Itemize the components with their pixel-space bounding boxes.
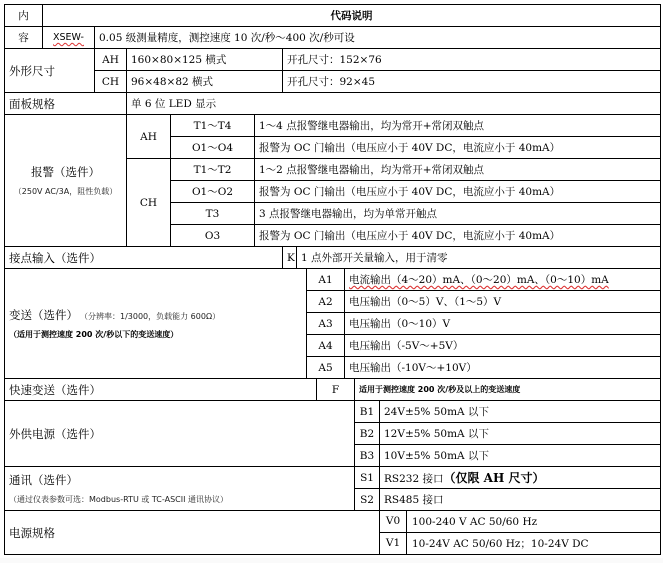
fast-desc: 适用于测控速度 200 次/秒及以上的变送速度 [355,379,661,401]
comm-desc: RS485 接口 [380,489,661,511]
power-code: V0 [380,511,407,532]
comm-code: S1 [355,467,380,489]
transmit-label-sub: （分辨率：1/3000，负载能力 600Ω） [84,312,221,321]
table-title: 代码说明 [43,5,661,27]
alarm-group-code: AH [127,115,171,159]
dimension-code: AH [95,49,127,71]
transmit-code: A4 [307,335,345,357]
alarm-code: O1～O2 [171,181,255,203]
alarm-label: 报警（选件） [31,165,100,179]
contact-label: 接点输入（选件） [5,247,283,269]
spec-table [4,4,661,555]
transmit-code: A3 [307,313,345,335]
transmit-code: A2 [307,291,345,313]
alarm-code: T3 [171,203,255,225]
comm-code: S2 [355,489,380,511]
supply-desc: 24V±5% 50mA 以下 [380,401,661,423]
power-desc: 100-240 V AC 50/60 Hz [412,515,538,528]
transmit-desc: 电压输出（-5V～+5V） [345,335,661,357]
transmit-row [5,269,661,291]
supply-row [5,401,661,423]
power-label: 电源规格 [5,511,380,555]
transmit-desc: 电压输出（0～5）V、（1～5）V [345,291,661,313]
supply-label: 外供电源（选件） [5,401,355,467]
dimension-cutout: 开孔尺寸：152×76 [283,49,661,71]
comm-sub: （通过仪表参数可选：Modbus-RTU 或 TC-ASCII 通讯协议） [9,495,228,504]
dimensions-row-ch [5,71,661,93]
alarm-desc: 报警为 OC 门输出（电压应小于 40V DC，电流应小于 40mA） [255,225,661,247]
contact-code: K [283,247,297,269]
fast-code: F [317,379,355,401]
dimension-size: 96×48×82 横式 [127,71,283,93]
header-row [5,5,661,27]
alarm-desc: 报警为 OC 门输出（电压应小于 40V DC，电流应小于 40mA） [255,181,661,203]
alarm-label-cell [5,115,127,247]
panel-value: 单 6 位 LED 显示 [127,93,661,115]
header-cell-bottom: 容 [5,27,43,49]
page-bottom-edge [0,558,663,563]
transmit-desc: 电流输出（4～20）mA、（0～20）mA、（0～10）mA [349,274,609,286]
alarm-code: T1～T4 [171,115,255,137]
fast-label: 快速变送（选件） [5,379,317,401]
transmit-note: （适用于测控速度 200 次/秒以下的变送速度） [9,330,179,339]
supply-desc: 10V±5% 50mA 以下 [380,445,661,467]
model-row [5,27,661,49]
transmit-desc: 电压输出（0～10）V [345,313,661,335]
transmit-desc: 电压输出（-10V～+10V） [345,357,661,379]
comm-extra: （仅限 AH 尺寸） [443,471,545,485]
alarm-code: T1～T2 [171,159,255,181]
alarm-desc: 3 点报警继电器输出，均为单常开触点 [255,203,661,225]
transmit-code: A1 [307,269,345,291]
header-cell-top: 内 [5,5,43,27]
supply-code: B1 [355,401,380,423]
model-description: 0.05 级测量精度，测控速度 10 次/秒～400 次/秒可设 [95,27,661,49]
transmit-label-cell [5,269,307,379]
alarm-row [5,115,661,137]
supply-code: B2 [355,423,380,445]
alarm-desc: 1～4 点报警继电器输出，均为常开+常闭双触点 [255,115,661,137]
alarm-desc: 1～2 点报警继电器输出，均为常开+常闭双触点 [255,159,661,181]
alarm-code: O1～O4 [171,137,255,159]
comm-label-cell [5,467,355,511]
dimensions-row-ah [5,49,661,71]
supply-desc: 12V±5% 50mA 以下 [380,423,661,445]
alarm-group-code: CH [127,159,171,247]
comm-label: 通讯（选件） [9,473,78,487]
comm-desc-cell [380,467,661,489]
alarm-code: O3 [171,225,255,247]
panel-label: 面板规格 [5,93,127,115]
power-row [5,511,661,533]
dimension-code: CH [95,71,127,93]
alarm-sub: （250V AC/3A，阻性负载） [13,187,118,196]
contact-row [5,247,661,269]
comm-row [5,467,661,489]
panel-row [5,93,661,115]
alarm-desc: 报警为 OC 门输出（电压应小于 40V DC，电流应小于 40mA） [255,137,661,159]
comm-desc: RS232 接口 [384,473,444,485]
dimension-cutout: 开孔尺寸：92×45 [283,71,661,93]
transmit-label: 变送（选件） [9,308,78,322]
transmit-code: A5 [307,357,345,379]
power-code: V1 [380,533,407,554]
fast-row [5,379,661,401]
dimension-size: 160×80×125 横式 [127,49,283,71]
contact-desc: 1 点外部开关量输入，用于清零 [297,247,661,269]
dimensions-label: 外形尺寸 [5,49,95,93]
power-desc: 10-24V AC 50/60 Hz；10-24V DC [412,538,589,550]
supply-code: B3 [355,445,380,467]
model-code: XSEW- [53,32,84,43]
